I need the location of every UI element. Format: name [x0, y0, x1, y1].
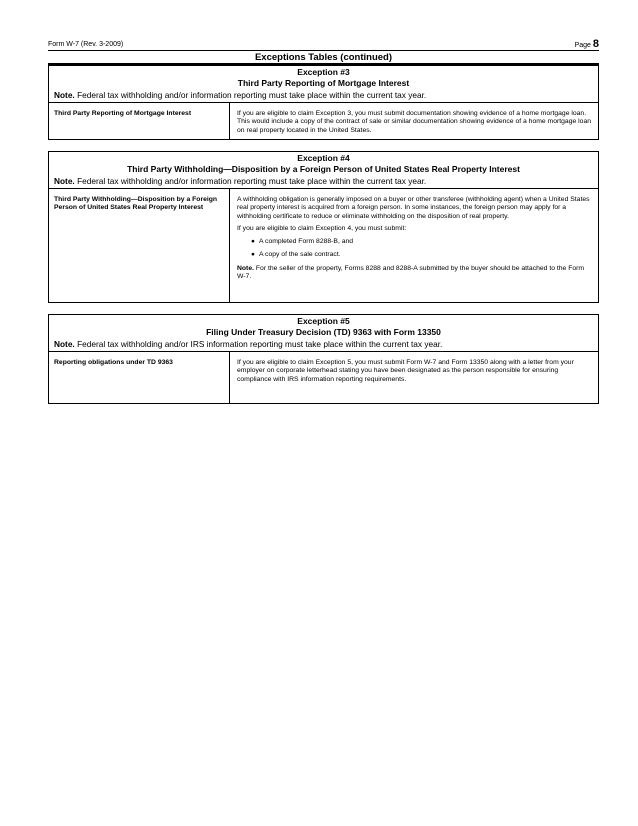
- exception-4-paragraph: A withholding obligation is generally imposed on a buyer or other transferee (withholding agent) when a United States real property interest is acquired from a foreign person. In some instances, the foreign person may apply for a withholding certificate to reduce or eliminate withholding on the disposition of real property.: [237, 196, 590, 220]
- page-header: [48, 38, 599, 51]
- exception-4-title: Third Party Withholding—Disposition by a Foreign Person of United States Real Property Interest: [127, 163, 520, 174]
- exception-5-title: Filing Under Treasury Decision (TD) 9363 with Form 13350: [206, 326, 441, 337]
- exception-4-seller-note-text: For the seller of the property, Forms 8288 and 8288-A submitted by the buyer should be attached to the Form W-7.: [237, 264, 585, 281]
- form-label: Form W-7 (Rev. 3-2009): [48, 41, 124, 48]
- exception-4-table: [48, 151, 599, 303]
- exception-4-number: Exception #4: [297, 153, 350, 163]
- exception-3-note: [49, 88, 598, 103]
- exception-3-right-cell: [230, 103, 598, 143]
- exception-4-bullet-list: [237, 238, 592, 260]
- exception-5-heading: [49, 315, 598, 337]
- exception-3-paragraph: If you are eligible to claim Exception 3, you must submit documentation showing evidence of a home mortgage loan. This would include a copy of the contract of sale or similar documentation showing evidence of a home mortgage loan on real property located in the United States.: [237, 110, 592, 134]
- exception-5-note: [49, 337, 598, 352]
- exception-5-table: [48, 314, 599, 404]
- note-label: Note.: [54, 90, 75, 100]
- exception-5-number: Exception #5: [297, 316, 350, 326]
- exception-5-left-cell: Reporting obligations under TD 9363: [49, 352, 230, 403]
- exception-3-note-text: Federal tax withholding and/or information reporting must take place within the current tax year.: [77, 90, 427, 100]
- exception-4-note-text: Federal tax withholding and/or information reporting must take place within the current tax year.: [77, 176, 427, 186]
- exception-4-submit-intro: If you are eligible to claim Exception 4, you must submit:: [237, 225, 407, 233]
- exception-3-heading: [49, 66, 598, 88]
- exception-4-heading: [49, 152, 598, 174]
- exception-4-seller-note: [237, 265, 592, 282]
- exception-4-note: [49, 174, 598, 189]
- note-label: Note.: [54, 339, 75, 349]
- page-indicator: [575, 38, 599, 50]
- page-word: Page: [574, 42, 591, 49]
- exception-3-left-cell: Third Party Reporting of Mortgage Interest: [49, 103, 230, 140]
- exception-4-right-cell: [230, 189, 598, 302]
- tables-title: Exceptions Tables (continued): [254, 52, 393, 63]
- exception-5-paragraph: If you are eligible to claim Exception 5, you must submit Form W-7 and Form 13350 along with a letter from your employer on corporate letterhead stating you have been designated as the person responsible for ensuring compliance with IRS information reporting requirements.: [237, 359, 574, 383]
- exception-3-number: Exception #3: [297, 67, 350, 77]
- exception-5-right-cell: [230, 352, 598, 403]
- exception-5-row: [49, 352, 598, 403]
- exception-4-left-cell: Third Party Withholding—Disposition by a Foreign Person of United States Real Property Interest: [49, 189, 230, 302]
- page-number: 8: [592, 38, 599, 50]
- exception-3-table: [48, 65, 599, 140]
- exception-4-row: [49, 189, 598, 302]
- exception-3-row: [49, 103, 598, 143]
- exception-5-note-text: Federal tax withholding and/or IRS information reporting must take place within the current tax year.: [77, 339, 443, 349]
- note-label: Note.: [54, 176, 75, 186]
- exception-3-title: Third Party Reporting of Mortgage Interest: [237, 77, 410, 88]
- list-item: ● A copy of the sale contract.: [259, 251, 592, 259]
- list-item: ● A completed Form 8288-B, and: [259, 238, 592, 246]
- note-label: Note.: [237, 264, 254, 272]
